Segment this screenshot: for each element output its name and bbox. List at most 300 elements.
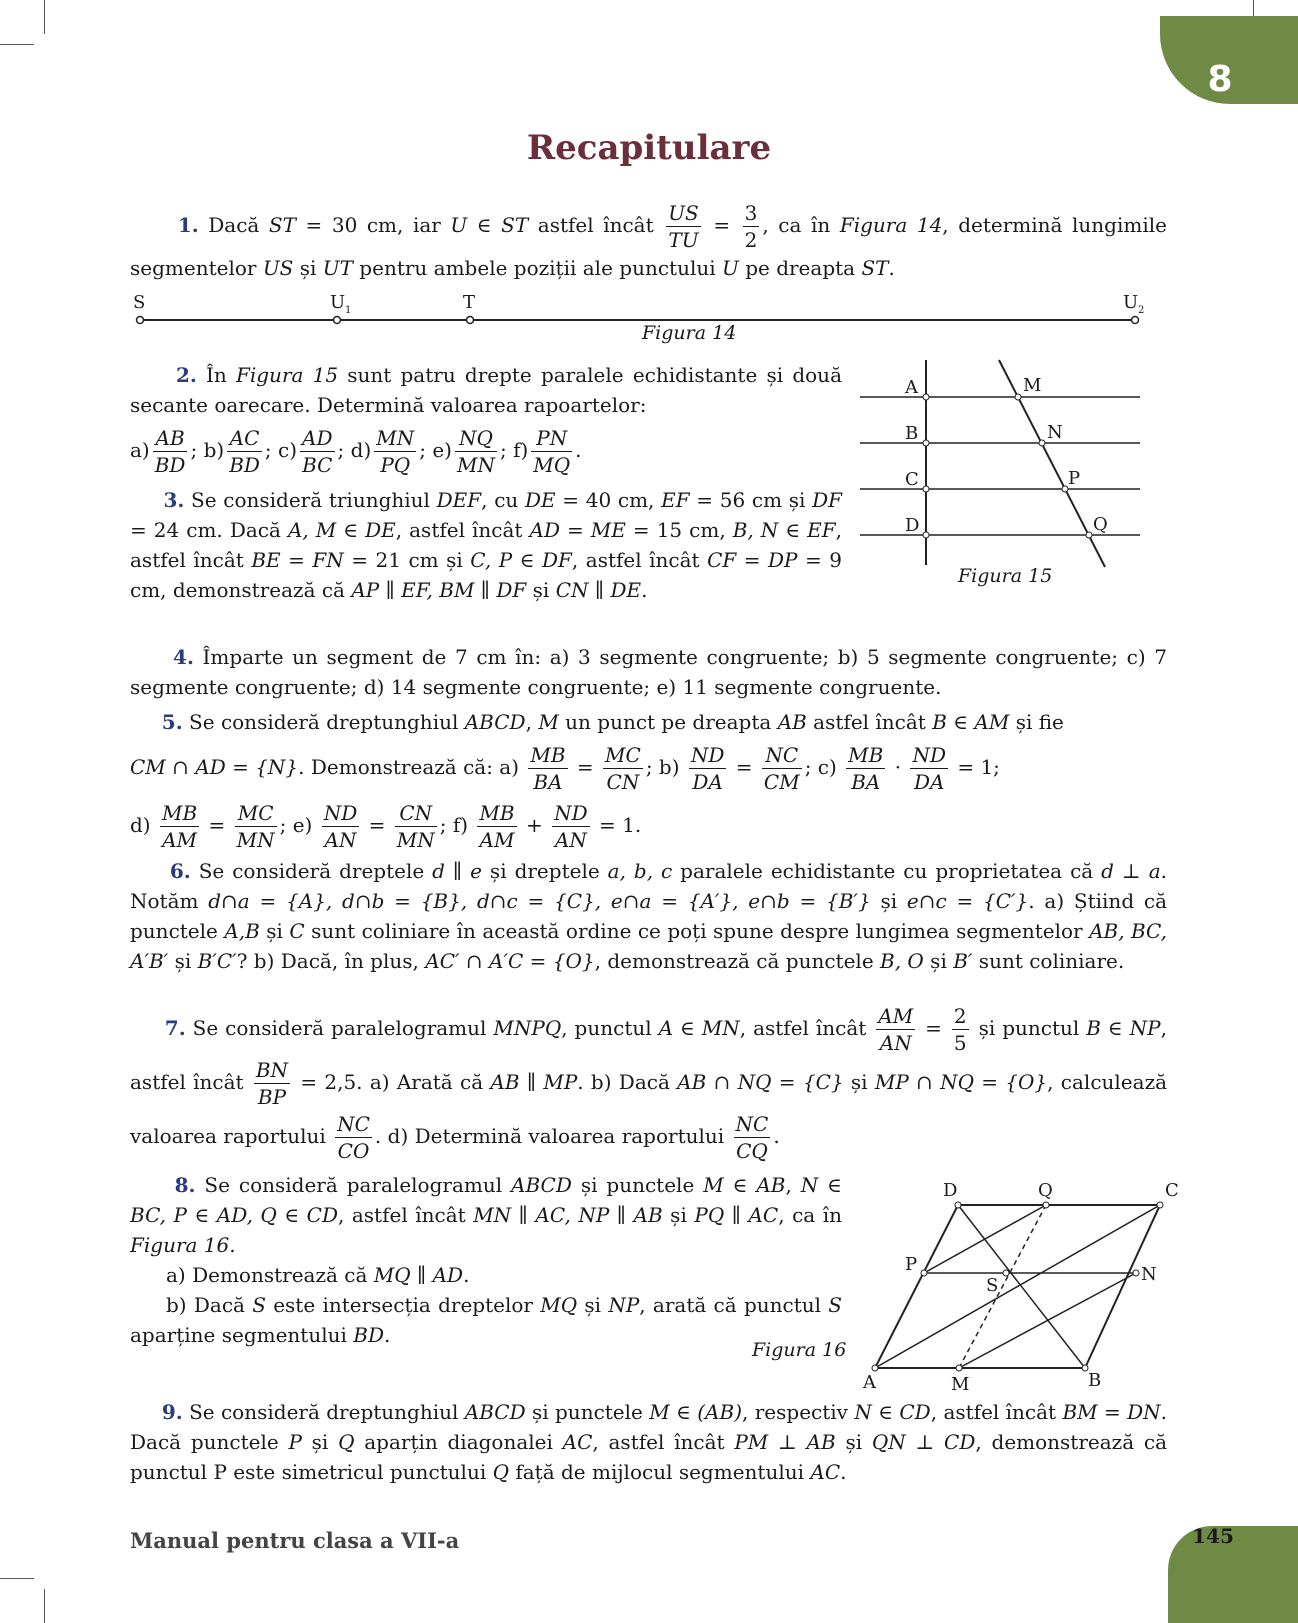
separator: ; [499, 438, 507, 462]
math: ABCD [464, 710, 526, 734]
math: U ∈ ST [450, 213, 529, 237]
fraction [455, 425, 497, 478]
math: AD = ME [529, 518, 626, 542]
problem-number: 9. [161, 1400, 183, 1424]
text: ; f) [439, 813, 475, 837]
text: față de mijlocul segmentului [509, 1460, 811, 1484]
math: AB [777, 710, 807, 734]
text: , [525, 710, 539, 734]
fraction [910, 742, 948, 795]
figure-ref: Figura 15 [235, 363, 339, 387]
math: BE = FN [251, 548, 344, 572]
denominator: CO [337, 1139, 370, 1163]
problem-number: 6. [169, 859, 191, 883]
text: . [773, 1124, 780, 1148]
denominator: AN [324, 828, 357, 852]
math: B ∈ AM [932, 710, 1010, 734]
text: Se consideră dreptunghiul [189, 710, 465, 734]
math: e∩c = {C′} [906, 889, 1029, 913]
text: Se consideră paralelogramul [192, 1016, 494, 1040]
text: = 9 cm, demonstrează că [130, 548, 842, 602]
point-b [923, 440, 929, 446]
text: sunt patru drepte paralele echidistante și două secante oarecare. Determină valoarea rapoartelor: [130, 363, 842, 417]
math: B′ [953, 949, 973, 973]
text: și punctele [571, 1173, 704, 1197]
text: = [202, 813, 232, 837]
denominator: AN [554, 828, 587, 852]
numerator: MB [530, 743, 566, 767]
text: . d) Determină valoarea raportului [374, 1124, 731, 1148]
math: PQ ∥ AC [694, 1203, 779, 1227]
numerator: ND [554, 801, 588, 825]
problem-6 [130, 856, 1167, 976]
text: și [301, 1430, 339, 1454]
math: B, O [880, 949, 924, 973]
text: , astfel încât [739, 1016, 874, 1040]
problem-number: 8. [174, 1173, 196, 1197]
math: MNPQ [493, 1016, 562, 1040]
math: US [262, 256, 294, 280]
text: și [923, 949, 954, 973]
math: MQ [540, 1293, 578, 1317]
point-p [921, 1270, 927, 1276]
text: , astfel încât [130, 1016, 1168, 1094]
text: ; e) [279, 813, 319, 837]
denominator: BD [229, 453, 260, 477]
text: , punctul [561, 1016, 659, 1040]
text: . a) Știind că punctele [130, 889, 1168, 943]
text: și punctul [971, 1016, 1087, 1040]
footer-book-title: Manual pentru clasa a VII-a [130, 1528, 460, 1553]
math: B, N ∈ EF [732, 518, 836, 542]
denominator: CN [606, 770, 640, 794]
fraction [160, 800, 199, 853]
text: și [293, 256, 323, 280]
numerator: CN [395, 800, 437, 827]
text: aparțin diagonalei [354, 1430, 563, 1454]
point-a [872, 1365, 878, 1371]
math: M [538, 710, 559, 734]
text: Dacă [208, 213, 269, 237]
text: = 21 cm și [343, 548, 471, 572]
math: N ∈ CD [854, 1400, 931, 1424]
math: d ⊥ a [1101, 859, 1161, 883]
math: BD [353, 1323, 384, 1347]
text: . [888, 256, 895, 280]
numerator: AD [302, 426, 333, 450]
text: ; c) [804, 755, 844, 779]
numerator: US [668, 201, 699, 225]
numerator: NC [735, 1112, 769, 1136]
problem-5 [130, 706, 1167, 854]
text: , astfel încât [130, 518, 842, 572]
math: ABCD [464, 1400, 526, 1424]
problem-number: 3. [163, 488, 185, 512]
problem-4 [130, 642, 1167, 702]
fraction [528, 742, 567, 795]
math: MQ ∥ AD [373, 1263, 464, 1287]
text: Se consideră dreptele [198, 859, 433, 883]
numerator: NQ [455, 425, 497, 452]
figure-caption: Figura 16 [752, 1339, 847, 1361]
text: În [206, 363, 236, 387]
numerator: NC [762, 742, 802, 769]
problem-number: 7. [164, 1016, 186, 1040]
denominator: BP [257, 1085, 287, 1109]
item-label: e) [432, 438, 452, 462]
math: EF [661, 488, 690, 512]
math: B′C′ [197, 949, 237, 973]
ratio-item [203, 426, 272, 477]
text: sunt coliniare. [972, 949, 1125, 973]
text: ? b) Dacă, în plus, [236, 949, 426, 973]
math: S [828, 1293, 842, 1317]
figure-caption: Figura 14 [642, 322, 737, 344]
text: astfel încât [528, 213, 664, 237]
text: un punct pe dreapta [558, 710, 778, 734]
item-label: d) [350, 438, 372, 462]
denominator: BA [851, 770, 881, 794]
numerator: AC [227, 425, 262, 452]
text: . [229, 1233, 236, 1257]
figure-ref: Figura 14 [839, 213, 943, 237]
denominator: 5 [953, 1031, 967, 1055]
crop-mark [0, 1578, 34, 1579]
text: , astfel încât [571, 548, 708, 572]
math: ABCD [511, 1173, 572, 1197]
text: . Demonstrează că: a) [298, 755, 526, 779]
denominator: MN [396, 828, 435, 852]
fraction [300, 425, 334, 478]
problem-1 [130, 200, 1167, 283]
figure-caption: Figura 15 [958, 565, 1053, 587]
math: NP [608, 1293, 640, 1317]
text: și [259, 919, 290, 943]
point-d [955, 1202, 961, 1208]
text: . [463, 1263, 470, 1287]
figure-14 [125, 288, 1145, 348]
label-s: S [986, 1275, 999, 1296]
fraction [322, 800, 360, 853]
math: MP ∩ NQ = {O} [874, 1070, 1048, 1094]
label-b: B [1088, 1370, 1102, 1391]
fraction [876, 1003, 915, 1056]
crop-mark [0, 44, 34, 45]
denominator: CM [763, 770, 800, 794]
problem-number: 2. [175, 363, 197, 387]
text: și punctele [525, 1400, 650, 1424]
text: = 15 cm, [625, 518, 733, 542]
numerator: PN [531, 425, 572, 452]
math: ST [268, 213, 296, 237]
text: = 30 cm, iar [295, 213, 451, 237]
point-c [1157, 1202, 1163, 1208]
math: DEF [436, 488, 482, 512]
math: B ∈ NP [1086, 1016, 1161, 1040]
fraction [666, 200, 701, 253]
text: . [641, 578, 648, 602]
label-u2-sub: 2 [1138, 305, 1145, 316]
math: M ∈ AB [703, 1173, 786, 1197]
ratio-item [513, 426, 582, 477]
math: Q [492, 1460, 509, 1484]
text: și [843, 1070, 875, 1094]
numerator: AB [153, 425, 188, 452]
math: AC′ ∩ A′C = {O} [425, 949, 595, 973]
label-t: T [463, 292, 476, 313]
math: U [721, 256, 739, 280]
item-label: c) [278, 438, 298, 462]
fraction [689, 742, 727, 795]
point-t [467, 317, 474, 324]
label-q: Q [1038, 1180, 1053, 1201]
math: DE [524, 488, 556, 512]
numerator: MC [235, 800, 277, 827]
math: N ∈ BC, P ∈ AD, Q ∈ CD [130, 1173, 842, 1227]
math: Q [338, 1430, 355, 1454]
numerator: ND [690, 743, 725, 767]
math: ST [861, 256, 889, 280]
numerator: MN [376, 426, 415, 450]
subpoint-a [130, 1260, 842, 1290]
label-p: P [1068, 468, 1081, 489]
point-u2 [1132, 317, 1139, 324]
crop-mark [44, 0, 45, 34]
text: astfel încât [806, 710, 933, 734]
text: , ca în [762, 213, 840, 237]
label-a: A [905, 377, 918, 398]
text: și dreptele [481, 859, 608, 883]
text: , astfel încât [592, 1430, 735, 1454]
point-c [923, 486, 929, 492]
numerator: ND [323, 801, 358, 825]
text: paralele echidistante cu proprietatea că [672, 859, 1102, 883]
fraction [762, 742, 802, 795]
text: și [168, 949, 198, 973]
fraction [603, 742, 643, 795]
math: CN ∥ DE [555, 578, 642, 602]
page-number: 145 [1192, 1524, 1234, 1548]
fraction [477, 800, 516, 853]
text: Se consideră triunghiul [191, 488, 437, 512]
separator: ; [190, 438, 198, 462]
point-a [923, 394, 929, 400]
math: A, M ∈ DE [287, 518, 396, 542]
text: d) [130, 813, 157, 837]
text: = [570, 755, 601, 779]
label-p: P [905, 1254, 918, 1275]
text: și [835, 1430, 872, 1454]
fraction [952, 1003, 969, 1056]
figure-ref: Figura 16 [130, 1233, 230, 1257]
text: sunt coliniare în această ordine ce poți spune despre lungimea segmentelor [304, 919, 1090, 943]
text: · [888, 755, 908, 779]
text: , astfel încât [930, 1400, 1063, 1424]
text: , demonstrează că punctele [594, 949, 881, 973]
math: d ∥ e [432, 859, 482, 883]
math: AB ∥ MP [490, 1070, 578, 1094]
point-q [1043, 1202, 1049, 1208]
denominator: CQ [736, 1139, 768, 1163]
text: . b) Dacă [577, 1070, 678, 1094]
math: d∩a = {A}, d∩b = {B}, d∩c = {C}, e∩a = {A′}, e∩b = {B′} [208, 889, 871, 913]
text: , calculează valoarea raportului [130, 1070, 1168, 1148]
label-d: D [905, 515, 920, 536]
text: Se consideră paralelogramul [204, 1173, 512, 1197]
ratio-list [130, 420, 842, 480]
text: b) Dacă [166, 1293, 253, 1317]
text: și [577, 1293, 609, 1317]
subpoint-b [130, 1290, 842, 1350]
numerator: 3 [744, 201, 758, 225]
text: aparține segmentului [130, 1323, 354, 1347]
text: = [729, 755, 759, 779]
text: , determină lungimile segmentelor [130, 213, 1167, 280]
text: , demonstrează că punctul P este simetricul punctului [130, 1430, 1167, 1484]
problem-number: 1. [177, 213, 199, 237]
label-q: Q [1093, 514, 1108, 535]
numerator: MB [161, 801, 198, 825]
text: = 24 cm. Dacă [130, 518, 288, 542]
denominator: AM [162, 828, 198, 852]
label-n: N [1141, 1264, 1157, 1285]
label-c: C [905, 469, 919, 490]
figure-15 [855, 355, 1155, 575]
text: a) Demonstrează că [166, 1263, 374, 1287]
label-a: A [863, 1372, 876, 1393]
text: . [840, 1460, 847, 1484]
math: P [288, 1430, 302, 1454]
item-label: b) [203, 438, 225, 462]
ratio-item [130, 426, 198, 477]
denominator: PQ [380, 453, 411, 477]
label-m: M [1023, 375, 1042, 396]
text: , arată că punctul [639, 1293, 829, 1317]
separator: ; [264, 438, 272, 462]
fraction [235, 800, 277, 853]
denominator: 2 [744, 228, 758, 252]
equations-line-1 [130, 738, 1167, 796]
problem-7 [130, 1002, 1167, 1164]
math: M ∈ (AB) [649, 1400, 743, 1424]
text: , astfel încât [395, 518, 530, 542]
math: DF [812, 488, 842, 512]
item-label: a) [130, 438, 150, 462]
fraction [743, 200, 760, 253]
fraction [531, 425, 572, 478]
problem-number: 4. [173, 645, 194, 669]
label-d: D [943, 1180, 958, 1201]
label-u2: U [1123, 292, 1139, 313]
point-s [137, 317, 144, 324]
problem-3 [130, 485, 842, 605]
denominator: MN [236, 828, 275, 852]
denominator: BC [302, 453, 333, 477]
math: CM ∩ AD = {N} [130, 755, 299, 779]
ratio-item [278, 426, 345, 477]
numerator: AM [878, 1004, 914, 1028]
text: pentru ambele poziții ale punctului [352, 256, 722, 280]
denominator: DA [913, 770, 945, 794]
text: și [870, 889, 907, 913]
text: = 40 cm, [555, 488, 662, 512]
text: = 2,5. a) Arată că [293, 1070, 491, 1094]
text: , respectiv [742, 1400, 855, 1424]
diagonal-bd [958, 1205, 1085, 1368]
text: . Dacă punctele [130, 1400, 1168, 1454]
math: AB ∩ NQ = {C} [677, 1070, 844, 1094]
denominator: BD [154, 453, 186, 477]
numerator: BN [255, 1058, 289, 1082]
text: și [526, 578, 556, 602]
text: = 56 cm și [689, 488, 813, 512]
math: AC [562, 1430, 593, 1454]
numerator: 2 [953, 1004, 967, 1028]
fraction [153, 425, 188, 478]
text: , cu [481, 488, 525, 512]
point-s [1003, 1270, 1009, 1276]
text: = [703, 213, 740, 237]
point-m [956, 1365, 962, 1371]
fraction [227, 425, 262, 478]
point-n [1133, 1270, 1139, 1276]
text: este intersecția dreptelor [265, 1293, 541, 1317]
math: AP ∥ EF, BM ∥ DF [351, 578, 527, 602]
label-u1-sub: 1 [345, 305, 352, 316]
problem-9 [130, 1397, 1167, 1487]
fraction [254, 1057, 290, 1110]
text: . [384, 1323, 391, 1347]
text: pe dreapta [738, 256, 862, 280]
math: BM = DN [1062, 1400, 1161, 1424]
math: MN ∥ AC, NP ∥ AB [473, 1203, 663, 1227]
text: , ca în [778, 1203, 842, 1227]
math: PM ⊥ AB [734, 1430, 836, 1454]
point-d [923, 532, 929, 538]
fraction [846, 742, 885, 795]
separator: ; [337, 438, 345, 462]
point-u1 [334, 317, 341, 324]
numerator: MB [479, 801, 515, 825]
numerator: NC [337, 1112, 370, 1136]
math: C, P ∈ DF [470, 548, 572, 572]
separator: ; [419, 438, 426, 462]
item-label: f) [513, 438, 529, 462]
text: = 1; [950, 755, 1000, 779]
denominator: TU [668, 228, 699, 252]
fraction [395, 800, 437, 853]
point-q [1086, 532, 1092, 538]
equations-line-2 [130, 796, 1167, 854]
text: , [785, 1173, 801, 1197]
text: și [662, 1203, 695, 1227]
math: A,B [224, 919, 260, 943]
fraction [374, 425, 416, 478]
denominator: DA [692, 770, 723, 794]
text: = 1. [592, 813, 642, 837]
ratio-item [350, 426, 426, 477]
chapter-number: 8 [1207, 59, 1233, 100]
math: CF = DP [707, 548, 798, 572]
text: = [918, 1016, 949, 1040]
problem-8 [130, 1170, 842, 1350]
problem-2 [130, 360, 842, 480]
label-c: C [1165, 1180, 1179, 1201]
denominator: MN [456, 453, 495, 477]
figure-16 [855, 1180, 1185, 1400]
fraction [734, 1111, 771, 1164]
text: și fie [1009, 710, 1064, 734]
